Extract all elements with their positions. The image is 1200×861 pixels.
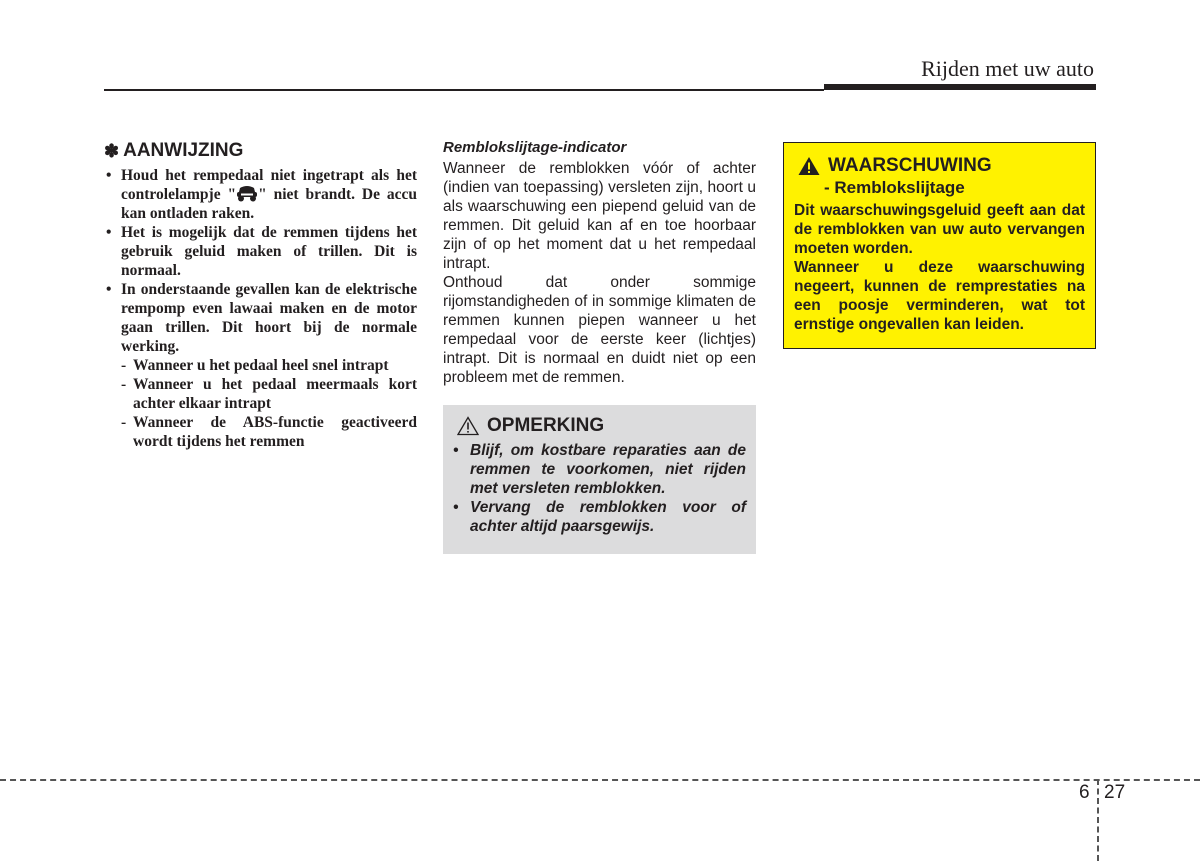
caution-title-text: OPMERKING	[487, 415, 605, 436]
footer-divider	[0, 779, 1200, 781]
caution-box	[443, 405, 756, 554]
note-list	[104, 166, 417, 451]
warning-subtitle: - Remblokslijtage	[824, 178, 965, 197]
caution-list	[453, 441, 746, 536]
bullet: •	[106, 167, 112, 184]
indicator-heading: Remblokslijtage-indicator	[443, 139, 627, 156]
header-rule	[104, 89, 824, 91]
note-sub-list	[121, 356, 417, 451]
caution-title	[453, 415, 746, 437]
note-item-3: In onderstaande gevallen kan de elektrische rempomp even lawaai maken en de motor gaan trillen. Dit hoort bij de normale werking.	[121, 281, 417, 355]
caution-item: • Blijf, om kostbare reparaties aan de remmen te voorkomen, niet rijden met versleten remblokken.	[453, 442, 746, 497]
note-item	[104, 223, 417, 280]
warning-title	[794, 155, 1085, 177]
note-item-1-after: " niet brandt. De accu kan ontladen raken.	[121, 186, 417, 222]
note-item-2: Het is mogelijk dat de remmen tijdens het gebruik geluid maken of trillen. Dit is normaal.	[121, 224, 417, 279]
note-heading-text: AANWIJZING	[123, 140, 244, 161]
caution-item: • Vervang de remblokken voor of achter altijd paarsgewijs.	[453, 499, 746, 535]
warning-box	[783, 142, 1096, 349]
page-number: 27	[1104, 782, 1126, 803]
note-item	[104, 166, 417, 223]
footer-vertical-divider	[1097, 779, 1099, 861]
note-section	[104, 140, 417, 451]
warning-triangle-icon	[798, 156, 820, 176]
indicator-paragraph-2: Onthoud dat onder sommige rijomstandigheden of in sommige klimaten de remmen kunnen piepen wanneer u het rempedaal voor de eerste keer (lichtjes) intrapt. Dit is normaal en duidt niet op een probleem met de remmen.	[443, 274, 756, 386]
note-sub-item: - Wanneer u het pedaal meermaals kort achter elkaar intrapt	[121, 376, 417, 412]
note-sub-item: - Wanneer de ABS-functie geactiveerd wordt tijdens het remmen	[121, 414, 417, 450]
header-rule-thick	[824, 84, 1096, 90]
note-heading	[104, 140, 417, 162]
note-sub-item: - Wanneer u het pedaal heel snel intrapt	[121, 357, 389, 374]
note-item	[104, 280, 417, 451]
warning-paragraph-1: Dit waarschuwingsgeluid geeft aan dat de remblokken van uw auto vervangen moeten worden.	[794, 202, 1085, 257]
page-header-title: Rijden met uw auto	[921, 56, 1094, 81]
caution-triangle-icon	[457, 416, 479, 436]
chapter-number: 6	[1079, 782, 1090, 803]
note-item-1-before: Houd het rempedaal niet ingetrapt als het controlelampje "	[121, 167, 417, 203]
bullet: •	[106, 281, 112, 298]
indicator-paragraph-1: Wanneer de remblokken vóór of achter (indien van toepassing) versleten zijn, hoort u als waarschuwing een piepend geluid van de remmen. Dit geluid kan af en toe hoorbaar zijn of op het moment dat u het rempedaal intrapt.	[443, 160, 756, 272]
bullet: •	[106, 224, 112, 241]
warning-title-text: WAARSCHUWING	[828, 155, 992, 176]
star-icon: ✽	[104, 140, 120, 161]
brake-warning-lamp-icon	[236, 185, 258, 202]
indicator-section	[443, 139, 756, 387]
warning-paragraph-2: Wanneer u deze waarschuwing negeert, kunnen de remprestaties na een poosje verminderen, wat tot ernstige ongevallen kan leiden.	[794, 259, 1085, 333]
